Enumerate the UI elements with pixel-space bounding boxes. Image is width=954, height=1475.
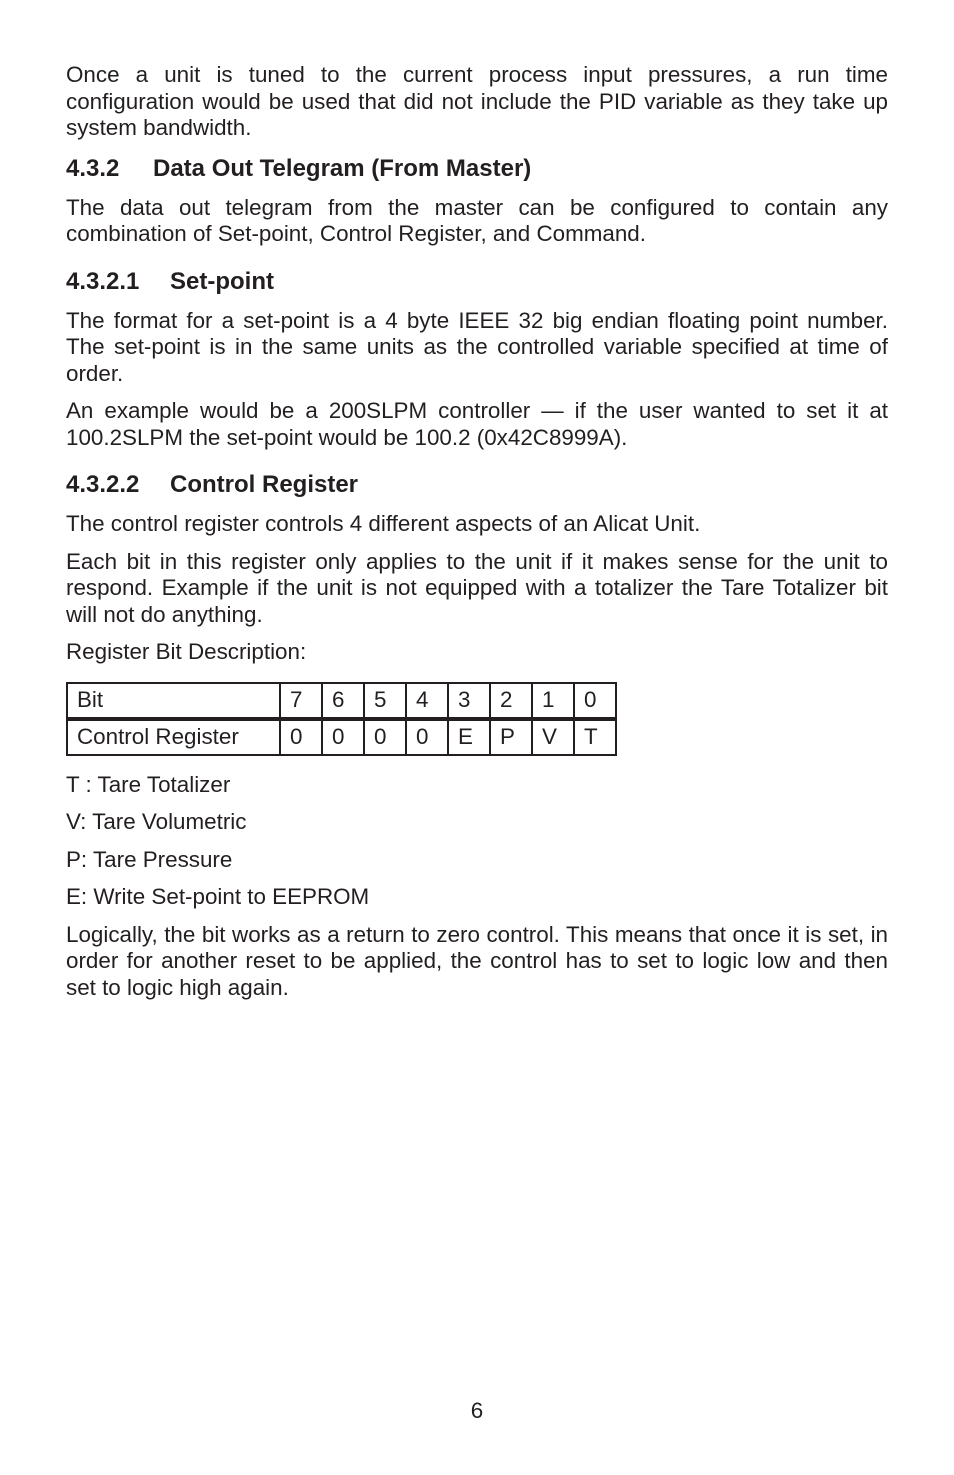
closing-paragraph: Logically, the bit works as a return to zero control. This means that once it is set, in order for another reset to be applied, the control has to set to logic low and then set to logic high again.: [66, 921, 888, 1000]
section-title: Control Register: [170, 471, 359, 498]
table-cell: 0: [364, 719, 406, 755]
bit-legend: [66, 772, 888, 911]
intro-paragraph: Once a unit is tuned to the current process input pressures, a run time configuration would be used that did not include the PID variable as they take up system bandwidth.: [66, 62, 888, 140]
table-header-cell: 0: [574, 683, 616, 719]
table-cell: P: [490, 719, 532, 755]
setpoint-format-paragraph: The format for a set-point is a 4 byte IEEE 32 big endian floating point number. The set-point is in the same units as the controlled variable specified at time of order.: [66, 307, 888, 386]
table-row-label: Control Register: [67, 719, 280, 755]
section-4-3-2-2-heading: [66, 470, 888, 500]
register-bit-description-label: Register Bit Description:: [66, 639, 307, 664]
table-cell: 0: [406, 719, 448, 755]
table-header-cell: 4: [406, 683, 448, 719]
section-number: 4.3.2: [66, 154, 120, 182]
table-cell: 0: [322, 719, 364, 755]
control-register-bits-paragraph: Each bit in this register only applies to the unit if it makes sense for the unit to respond. Example if the unit is not equipped with a totalizer the Tare Totalizer bit will not do anything.: [66, 548, 888, 627]
table-header-cell: 7: [280, 683, 322, 719]
table-header-row: [67, 683, 616, 719]
setpoint-example-paragraph: An example would be a 200SLPM controller — if the user wanted to set it at 100.2SLPM the set-point would be 100.2 (0x42C8999A).: [66, 398, 888, 450]
section-title: Set-point: [170, 267, 274, 295]
section-number: 4.3.2.2: [66, 471, 140, 498]
table-cell: 0: [280, 719, 322, 755]
table-cell: T: [574, 719, 616, 755]
page-number: 6: [470, 1398, 484, 1423]
document-page: [66, 62, 888, 1001]
table-cell: E: [448, 719, 490, 755]
control-register-intro: The control register controls 4 different aspects of an Alicat Unit.: [66, 511, 701, 536]
register-bit-table: [66, 682, 617, 756]
table-header-cell: 1: [532, 683, 574, 719]
section-4-3-2-body: The data out telegram from the master can be configured to contain any combination of Set-point, Control Register, and Command.: [66, 194, 888, 246]
table-cell: V: [532, 719, 574, 755]
legend-item-tare-totalizer: T : Tare Totalizer: [66, 771, 231, 797]
section-number: 4.3.2.1: [66, 267, 140, 295]
section-4-3-2-heading: [66, 154, 888, 184]
table-header-label: Bit: [67, 683, 280, 719]
table-row: [67, 719, 616, 755]
table-header-cell: 5: [364, 683, 406, 719]
legend-item-tare-pressure: P: Tare Pressure: [66, 846, 233, 872]
legend-item-write-setpoint: E: Write Set-point to EEPROM: [66, 884, 370, 909]
legend-item-tare-volumetric: V: Tare Volumetric: [66, 809, 247, 834]
table-header-cell: 6: [322, 683, 364, 719]
section-title: Data Out Telegram (From Master): [153, 154, 532, 182]
section-4-3-2-1-heading: [66, 267, 888, 297]
table-header-cell: 2: [490, 683, 532, 719]
table-header-cell: 3: [448, 683, 490, 719]
